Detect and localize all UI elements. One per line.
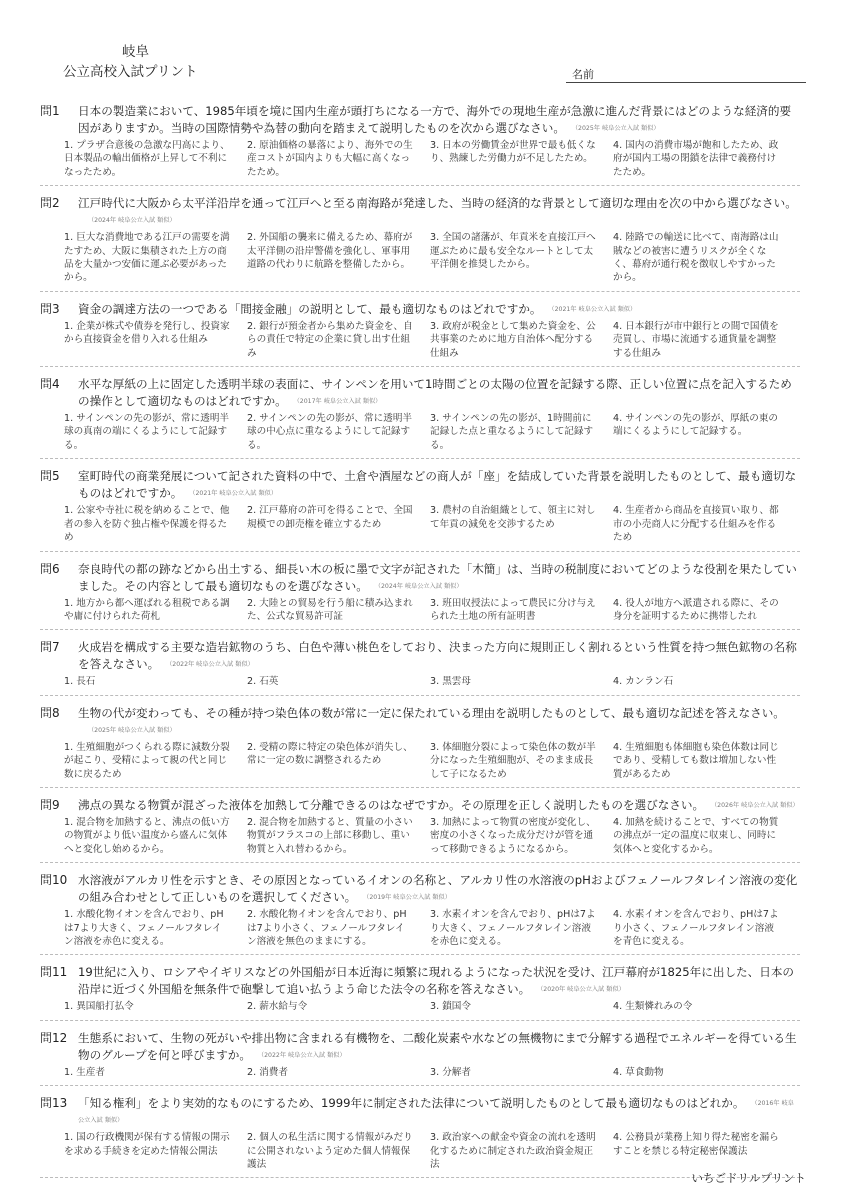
question-source: （2022年 岐阜公立入試 類似） — [260, 1051, 346, 1059]
question-number: 問3 — [40, 301, 60, 316]
question-block — [40, 636, 800, 695]
question-source: （2025年 岐阜公立入試 類似） — [88, 726, 176, 734]
question-text: 生物の代が変わっても、その種が持つ染色体の数が常に一定に保たれている理由を説明したものとして、最も適切な記述を答えなさい。 — [78, 705, 785, 720]
question-number: 問5 — [40, 469, 60, 484]
question-header — [40, 561, 800, 595]
choice-list — [64, 1000, 800, 1013]
question-block — [40, 869, 800, 955]
choice-option[interactable]: 3. 班田収授法によって農民に分け与えられた土地の所有証明書 — [430, 597, 596, 622]
question-header — [40, 872, 800, 906]
choice-list — [64, 816, 800, 856]
choice-option[interactable]: 1. 公家や寺社に税を納めることで、他者の参入を防ぐ独占権や保護を得るため — [64, 505, 230, 544]
choice-option[interactable]: 3. 農村の自治組織として、領主に対して年貢の減免を交渉するため — [430, 505, 596, 530]
choice-option[interactable]: 4. 国内の消費市場が飽和したため、政府が国内工場の閉鎖を法律で義務付けたため。 — [613, 140, 779, 178]
question-number: 問2 — [40, 196, 60, 211]
question-block — [40, 100, 800, 186]
choice-option[interactable]: 2. 消費者 — [247, 1066, 288, 1078]
question-header — [40, 964, 800, 998]
page-header — [0, 0, 848, 100]
choice-list — [64, 675, 800, 688]
question-number: 問1 — [40, 104, 60, 118]
choice-list — [64, 741, 800, 781]
question-number: 問7 — [40, 640, 60, 655]
choice-option[interactable]: 3. 水素イオンを含んでおり、pHは7より大きく、フェノールフタレイン溶液を赤色に変える。 — [430, 909, 596, 947]
question-number: 問6 — [40, 561, 60, 576]
choice-option[interactable]: 1. 異国船打払令 — [64, 1001, 134, 1013]
question-block — [40, 298, 800, 367]
question-source: （2020年 岐阜公立入試 類似） — [540, 986, 625, 994]
question-source: （2019年 岐阜公立入試 類似） — [366, 894, 451, 902]
choice-list — [64, 231, 800, 285]
choice-option[interactable]: 1. 巨大な消費地である江戸の需要を満たすため、大阪に集積された上方の商品を大量かつ安価に運ぶ必要があったから。 — [64, 232, 230, 284]
question-text: 日本の製造業において、1985年頃を境に国内生産が頭打ちになる一方で、海外での現地生産が急激に進んだ背景にはどのような経済的要因がありますか。当時の国際情勢や為替の動向を踏まえて説明したものを次から選びなさい。 — [78, 104, 792, 135]
choice-option[interactable]: 3. 政府が税金として集めた資金を、公共事業のために地方自治体へ配分する仕組み — [430, 320, 596, 359]
question-number: 問4 — [40, 377, 60, 392]
choice-option[interactable]: 1. 水酸化物イオンを含んでおり、pHは7より大きく、フェノールフタレイン溶液を赤色に変える。 — [64, 909, 224, 947]
choice-option[interactable]: 2. 受精の際に特定の染色体が消失し、常に一定の数に調整されるため — [247, 741, 413, 767]
question-block — [40, 192, 800, 292]
question-header — [40, 797, 800, 814]
name-label: 名前 — [572, 68, 594, 81]
choice-option[interactable]: 4. 公務員が業務上知り得た秘密を漏らすことを禁じる特定秘密保護法 — [613, 1132, 779, 1157]
question-source: （2024年 岐阜公立入試 類似） — [88, 217, 176, 225]
choice-option[interactable]: 3. 政治家への献金や資金の流れを透明化するために制定された政治資金規正法 — [430, 1132, 596, 1170]
question-text: 沸点の異なる物質が混ざった液体を加熱して分離できるのはなぜですか。その原理を正しく説明したものを選びなさい。 — [78, 797, 705, 812]
question-source: （2016年 岐阜公立入試 類似） — [78, 1100, 794, 1125]
question-header — [40, 301, 800, 318]
choice-option[interactable]: 1. 国の行政機関が保有する情報の開示を求める手続きを定めた情報公開法 — [64, 1132, 230, 1157]
question-block — [40, 794, 800, 863]
question-source: （2024年 岐阜公立入試 類似） — [377, 582, 463, 590]
choice-option[interactable]: 3. 鎖国令 — [430, 1001, 471, 1013]
question-header — [40, 1030, 800, 1064]
choice-option[interactable]: 4. 陸路での輸送に比べて、南海路は山賊などの被害に遭うリスクが全くなく、幕府が通行税を徴収しやすかったから。 — [613, 232, 779, 284]
choice-option[interactable]: 1. 生殖細胞がつくられる際に減数分裂が起こり、受精によって親の代と同じ数に戻るため — [64, 741, 230, 780]
choice-option[interactable]: 3. 全国の諸藩が、年貢米を直接江戸へ運ぶために最も安全なルートとして太平洋側を推奨したから。 — [430, 232, 596, 271]
question-text: 資金の調達方法の一つである「間接金融」の説明として、最も適切なものはどれですか。 — [78, 301, 542, 316]
question-number: 問10 — [40, 873, 68, 888]
choice-option[interactable]: 1. プラザ合意後の急激な円高により、日本製品の輸出価格が上昇して不利になったため。 — [64, 140, 230, 178]
question-number: 問11 — [40, 965, 68, 980]
choice-option[interactable]: 1. 地方から都へ運ばれる租税である調や庸に付けられた荷札 — [64, 597, 230, 622]
question-block — [40, 373, 800, 459]
question-source: （2022年 岐阜公立入試 類似） — [169, 661, 254, 669]
question-text-wrap — [78, 1095, 800, 1129]
question-text: 「知る権利」をより実効的なものにするため、1999年に制定された法律について説明したものとして最も適切なものはどれか。 — [78, 1096, 745, 1111]
question-text: 水平な厚紙の上に固定した透明半球の表面に、サインペンを用いて1時間ごとの太陽の位置を記録する際、正しい位置に点を記入するための操作として適切なものはどれですか。 — [78, 377, 792, 409]
choice-option[interactable]: 3. 分解者 — [430, 1066, 471, 1078]
question-block — [40, 465, 800, 551]
choice-option[interactable]: 2. 銀行が預金者から集めた資金を、自らの責任で特定の企業に貸し出す仕組み — [247, 320, 413, 359]
question-block — [40, 1092, 800, 1178]
prefecture-label: 岐阜 — [122, 44, 149, 60]
question-header — [40, 195, 800, 229]
question-text: 奈良時代の都の跡などから出土する、細長い木の板に墨で文字が記された「木簡」は、当時の税制度においてどのような役割を果たしていました。その内容として最も適切なものを選びなさい。 — [78, 561, 797, 593]
choice-list — [64, 412, 800, 452]
question-text: 水溶液がアルカリ性を示すとき、その原因となっているイオンの名称と、アルカリ性の水溶液のpHおよびフェノールフタレイン溶液の変化の組み合わせとして正しいものを選択してください。 — [78, 873, 798, 905]
question-number: 問12 — [40, 1030, 68, 1045]
question-header — [40, 639, 800, 673]
question-text-wrap — [78, 964, 800, 998]
question-block — [40, 1027, 800, 1086]
choice-option[interactable]: 2. サインペンの先の影が、常に透明半球の中心点に重なるようにして記録する。 — [247, 413, 413, 451]
choice-option[interactable]: 4. 日本銀行が市中銀行との間で国債を売買し、市場に流通する通貨量を調整する仕組み — [613, 320, 779, 359]
question-number: 問9 — [40, 797, 60, 812]
question-text-wrap — [78, 103, 800, 137]
choice-option[interactable]: 4. 加熱を続けることで、すべての物質の沸点が一定の温度に収束し、同時に気体へと変化するから。 — [613, 816, 779, 855]
question-text: 室町時代の商業発展について記された資料の中で、土倉や酒屋などの商人が「座」を結成していた背景を説明したものとして、最も適切なものはどれですか。 — [78, 469, 797, 501]
question-text-wrap — [78, 376, 800, 410]
question-text-wrap — [78, 195, 800, 229]
choice-option[interactable]: 3. 加熱によって物質の密度が変化し、密度の小さくなった成分だけが管を通って移動できるようになるから。 — [430, 816, 596, 855]
question-text-wrap — [78, 301, 800, 318]
question-text-wrap — [78, 468, 800, 502]
question-text-wrap — [78, 872, 800, 906]
question-header — [40, 376, 800, 410]
choice-option[interactable]: 1. サインペンの先の影が、常に透明半球の真南の端にくるようにして記録する。 — [64, 413, 230, 451]
choice-option[interactable]: 3. 体細胞分裂によって染色体の数が半分になった生殖細胞が、そのまま成長して子になるため — [430, 741, 596, 780]
question-header — [40, 103, 800, 137]
choice-option[interactable]: 4. 生殖細胞も体細胞も染色体数は同じであり、受精しても数は増加しない性質があるため — [613, 741, 779, 780]
choice-option[interactable]: 2. 個人の私生活に関する情報がみだりに公開されないよう定めた個人情報保護法 — [247, 1132, 413, 1170]
question-number: 問8 — [40, 705, 60, 720]
question-source: （2026年 岐阜公立入試 類似） — [714, 801, 799, 809]
choice-option[interactable]: 2. 混合物を加熱すると、質量の小さい物質がフラスコの上部に移動し、重い物質と入れ替わるから。 — [247, 816, 413, 855]
choice-option[interactable]: 4. 生類憐れみの令 — [613, 1001, 693, 1013]
question-source: （2017年 岐阜公立入試 類似） — [296, 398, 382, 406]
question-text: 火成岩を構成する主要な造岩鉱物のうち、白色や薄い桃色をしており、決まった方向に規則正しく割れるという性質を持つ無色鉱物の名称を答えなさい。 — [78, 640, 797, 672]
choice-option[interactable]: 2. 原油価格の暴落により、海外での生産コストが国内よりも大幅に高くなったため。 — [247, 140, 413, 178]
choice-option[interactable]: 2. 外国船の襲来に備えるため、幕府が太平洋側の沿岸警備を強化し、軍事用道路の代わりに航路を整備したから。 — [247, 232, 413, 271]
choice-option[interactable]: 2. 水酸化物イオンを含んでおり、pHは7より小さく、フェノールフタレイン溶液を無色のままにする。 — [247, 909, 407, 947]
choice-option[interactable]: 3. 黒雲母 — [430, 676, 471, 688]
choice-option[interactable]: 4. サインペンの先の影が、厚紙の東の端にくるようにして記録する。 — [613, 413, 779, 438]
question-source: （2021年 岐阜公立入試 類似） — [551, 305, 637, 313]
question-header — [40, 705, 800, 739]
page-title: 公立高校入試プリント — [63, 64, 198, 80]
question-block — [40, 961, 800, 1020]
choice-option[interactable]: 4. 生産者から商品を直接買い取り、都市の小売商人に分配する仕組みを作るため — [613, 505, 779, 544]
choice-option[interactable]: 4. 草食動物 — [613, 1066, 664, 1078]
choice-list — [64, 1131, 800, 1171]
question-text-wrap — [78, 797, 800, 814]
question-number: 問13 — [40, 1096, 68, 1111]
question-header — [40, 468, 800, 502]
question-block — [40, 702, 800, 788]
question-source: （2025年 岐阜公立入試 類似） — [574, 125, 660, 132]
question-list — [40, 100, 800, 1184]
choice-option[interactable]: 2. 薪水給与令 — [247, 1001, 308, 1013]
footer-brand: いちごドリルプリント — [691, 1171, 806, 1185]
choice-option[interactable]: 2. 江戸幕府の許可を得ることで、全国規模での卸売権を確立するため — [247, 505, 413, 530]
choice-option[interactable]: 1. 混合物を加熱すると、沸点の低い方の物質がより低い温度から盛んに気体へと変化し始めるから。 — [64, 816, 230, 855]
choice-option[interactable]: 4. カンラン石 — [613, 676, 674, 688]
choice-option[interactable]: 1. 企業が株式や債券を発行し、投資家から直接資金を借り入れる仕組み — [64, 320, 230, 346]
question-text-wrap — [78, 705, 800, 739]
choice-option[interactable]: 3. サインペンの先の影が、1時間前に記録した点と重なるようにして記録する。 — [430, 413, 594, 451]
question-text: 19世紀に入り、ロシアやイギリスなどの外国船が日本近海に頻繁に現れるようになった状況を受け、江戸幕府が1825年に出した、日本の沿岸に近づく外国船を無条件で砲撃して追い払うよう命じた法令の名称を答えなさい。 — [78, 965, 795, 997]
choice-option[interactable]: 3. 日本の労働賃金が世界で最も低くなり、熟練した労働力が不足したため。 — [430, 140, 596, 165]
name-field-line[interactable] — [566, 82, 806, 83]
choice-list — [64, 597, 800, 624]
choice-option[interactable]: 2. 石英 — [247, 676, 279, 688]
choice-option[interactable]: 2. 大陸との貿易を行う船に積み込まれた、公式な貿易許可証 — [247, 597, 413, 622]
choice-option[interactable]: 1. 生産者 — [64, 1066, 105, 1078]
choice-option[interactable]: 4. 水素イオンを含んでおり、pHは7より小さく、フェノールフタレイン溶液を青色に変える。 — [613, 909, 779, 947]
choice-option[interactable]: 1. 長石 — [64, 676, 96, 688]
choice-list — [64, 139, 800, 179]
question-source: （2021年 岐阜公立入試 類似） — [192, 490, 278, 498]
question-text: 江戸時代に大阪から太平洋沿岸を通って江戸へと至る南海路が発達した、当時の経済的な背景として適切な理由を次の中から選びなさい。 — [78, 196, 797, 211]
question-header — [40, 1095, 800, 1129]
question-block — [40, 558, 800, 631]
question-text-wrap — [78, 1030, 800, 1064]
question-text: 生態系において、生物の死がいや排出物に含まれる有機物を、二酸化炭素や水などの無機物にまで分解する過程でエネルギーを得ている生物のグループを何と呼びますか。 — [78, 1030, 797, 1062]
choice-option[interactable]: 4. 役人が地方へ派遣される際に、その身分を証明するために携帯したれ — [613, 597, 779, 622]
question-text-wrap — [78, 561, 800, 595]
question-text-wrap — [78, 639, 800, 673]
choice-list — [64, 1066, 800, 1079]
choice-list — [64, 504, 800, 544]
choice-list — [64, 908, 800, 948]
choice-list — [64, 320, 800, 360]
